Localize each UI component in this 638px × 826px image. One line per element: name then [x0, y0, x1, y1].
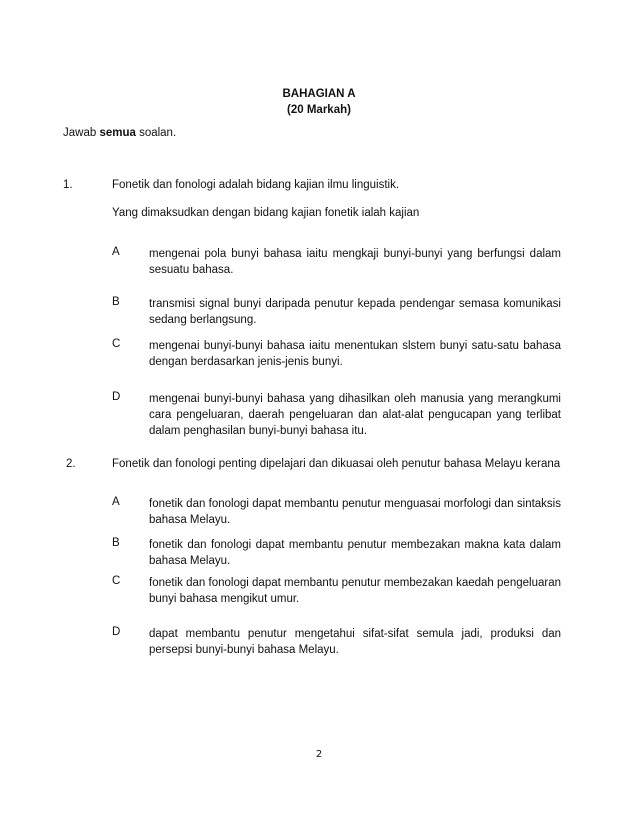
- question-number: 1.: [63, 179, 73, 191]
- instruction-suffix: soalan.: [135, 127, 177, 139]
- instruction-emphasis: semua: [99, 127, 136, 139]
- option-letter: A: [112, 246, 120, 258]
- option-text: fonetik dan fonologi dapat membantu penutur menguasai morfologi dan sintaksis bahasa Melayu.: [149, 498, 561, 526]
- instruction: [63, 127, 176, 139]
- option-text: mengenai pola bunyi bahasa iaitu mengkaji bunyi-bunyi yang berfungsi dalam sesuatu bahasa.: [149, 248, 561, 276]
- option-letter: C: [112, 575, 121, 587]
- option-letter: B: [112, 296, 120, 308]
- option-text: mengenai bunyi-bunyi bahasa iaitu menentukan slstem bunyi satu-satu bahasa dengan berdasarkan jenis-jenis bunyi.: [149, 340, 561, 368]
- option-letter: D: [112, 626, 121, 638]
- question-number: 2.: [66, 458, 76, 470]
- option-text: fonetik dan fonologi dapat membantu penutur membezakan makna kata dalam bahasa Melayu.: [149, 539, 561, 567]
- question-stem: Fonetik dan fonologi penting dipelajari dan dikuasai oleh penutur bahasa Melayu kerana: [112, 458, 561, 470]
- section-marks: (20 Markah): [287, 104, 351, 116]
- option-letter: C: [112, 338, 121, 350]
- option-letter: A: [112, 496, 120, 508]
- instruction-prefix: Jawab: [63, 127, 100, 139]
- question-sub-stem: Yang dimaksudkan dengan bidang kajian fonetik ialah kajian: [112, 207, 420, 219]
- question-stem: Fonetik dan fonologi adalah bidang kajian ilmu linguistik.: [112, 179, 400, 191]
- option-text: fonetik dan fonologi dapat membantu penutur membezakan kaedah pengeluaran bunyi bahasa mengikut umur.: [149, 577, 561, 605]
- page-number: 2: [315, 749, 323, 760]
- option-text: transmisi signal bunyi daripada penutur kepada pendengar semasa komunikasi sedang berlangsung.: [149, 298, 561, 326]
- option-letter: D: [112, 391, 121, 403]
- option-text: dapat membantu penutur mengetahui sifat-sifat semula jadi, produksi dan persepsi bunyi-bunyi bahasa Melayu.: [149, 628, 561, 656]
- section-title: BAHAGIAN A: [282, 88, 356, 100]
- option-text: mengenai bunyi-bunyi bahasa yang dihasilkan oleh manusia yang merangkumi cara pengeluaran, daerah pengeluaran dan alat-alat pengucapan yang terlibat dalam penghasilan bunyi-bunyi bahasa itu.: [149, 393, 561, 437]
- option-letter: B: [112, 537, 120, 549]
